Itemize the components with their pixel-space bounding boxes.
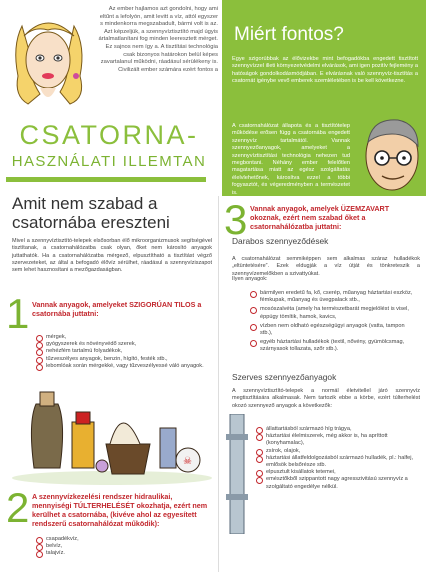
page-title-line2: HASZNÁLATI ILLEMTAN (11, 153, 207, 170)
list-item: háztartási élelmiszerek, még akkor is, ha apríttott (konyhamalac), (256, 433, 420, 447)
list-item: belvíz, (36, 543, 212, 550)
organic-text: A szennyvíztisztító-telepek a normál életvitellel járó szennyvíz megtisztítására alkalmasak. Nem tartozik ebbe a körbe, ezért túlterhelést okozó szennyező anyagok a következők: (232, 388, 420, 409)
list-item: emésztőkből szippantott nagy agresszivitású szennyvíz a szolgáltató engedélye nélkül. (256, 476, 420, 490)
subheading-organic: Szerves szennyezőanyagok (232, 372, 337, 382)
list-item: vízben nem oldható egészségügyi anyagok (vatta, tampon stb.), (250, 323, 416, 337)
left-section-title: Amit nem szabad a csatornába ereszteni (12, 194, 170, 232)
list-1 (36, 334, 212, 370)
panel-paragraph-1: Egye szigorúbbak az élővizekbe mint befogadókba engedett tisztított szennyvízzel illeti környezetvédelmi elvárások, ami igen pozitív fejlemény a hatóságok gondolkodásmódjában. E elvárásnak való szennyvíz-tisztítás a csatornát igénybe vevő emberek szemléletében is be kell következne. (232, 56, 418, 85)
list-item: elpusztult kisállatok tetemei, (256, 469, 420, 476)
list-item: tűzveszélyes anyagok, benzin, hígító, festék stb., (36, 356, 212, 363)
chunks-lead: Ilyen anyagok: (232, 276, 268, 282)
man-portrait-illustration (352, 112, 422, 200)
intro-paragraph: Az ember hajlamos azt gondolni, hogy ami eltűnt a lefolyón, amit levitt a víz, attól egyszer s mindenkorra megszabadult, bármi volt is az. Azt képzeljük, a szennyvíztisztító majd úgyis ártalmatlanítani fog minden leeresztett mérget. Ez sajnos nem így a. A tisztítási technológia csak bizonyos határokon belül képes zavartalanul működni, ráadásul sérülékeny is. Civilizált ember számára ezért fontos a (98, 6, 218, 73)
list-item: háztartási állatfeldolgozásból származó hulladék, pl.: halfej, emlősök belsőrésze stb. (256, 455, 420, 469)
list-item: gyógyszerek és növényvédő szerek, (36, 341, 212, 348)
panel-paragraph-2: A csatornahálózat állapota és a tisztítótelep működése erősen függ a csatornába engedett szennyvíz tartalmától. Vannak szennyezőanyagok, amelyeket a szennyvíztisztítási technológia nehezen tud megbontani. Néhány ember felelőtlen magatartása miatt az egész szolgáltatás élelvlehetőnek, károsítva ezzel a többi fogyasztót, és végeredményben a természetet is. (232, 123, 350, 196)
title-underline (6, 177, 206, 182)
heading-1: Vannak anyagok, amelyeket SZIGORÚAN TILOS a csatornába juttatni: (32, 300, 202, 318)
left-section-intro: Mivel a szennyvíztisztító-telepek elsősorban élő mikroorganizmusok segítségével tisztítanak, a csatornahálózatba csak olyan, őket nem károsító anyagok juttathatók. Ha a csatornahálózatba mérgező, elpusztítható a tisztítást végző szervezeteket, az által a befogadó élővíz sérülhet, ráadásul a szennyvíziszapot sem lehet hasznosítani a mezőgazdaságban. (12, 238, 212, 274)
list-item: csapadékvíz, (36, 536, 212, 543)
list-item: állattartásból származó híg trágya, (256, 426, 420, 433)
list-4 (256, 426, 420, 491)
column-divider (218, 196, 219, 572)
list-item: nehézfém tartalmú folyadékok, (36, 348, 212, 355)
list-2 (36, 536, 212, 558)
list-3 (250, 290, 416, 354)
list-item: zsírok, olajok, (256, 448, 420, 455)
waste-items-illustration (10, 382, 214, 486)
list-item: bármilyen eredetű fa, kő, cserép, műanyag háztartási eszköz, fémkupak, műanyag és üvegpalack stb., (250, 290, 416, 304)
list-item: lebomlóak során mérgekké, vagy tűzveszélyessé váló anyagok. (36, 363, 212, 370)
list-item: talajvíz. (36, 550, 212, 557)
list-item: mosószalvéta (amely ha természetbarát megjelölést is visel, éppúgy tömítik, hamok, kavics, (250, 306, 416, 320)
number-1: 1 (6, 290, 30, 337)
number-3: 3 (224, 196, 248, 243)
list-item: mérgek, (36, 334, 212, 341)
number-2: 2 (6, 484, 30, 531)
page-title-line1: CSATORNA- (19, 120, 199, 150)
drain-pipe-illustration (222, 414, 252, 534)
panel-title: Miért fontos? (234, 24, 344, 45)
woman-portrait-illustration (4, 6, 92, 108)
chunks-text: A csatornahálózat semmiképpen sem alkalmas száraz hulladékok „eltüntetésére”. Ezek eldugják a víz útját és tönkreteszik a szennyvízemelőkben a szivattyúkat. (232, 256, 420, 277)
subheading-chunks: Darabos szennyeződések (232, 236, 329, 246)
heading-3: Vannak anyagok, amelyek ÜZEMZAVART okoznak, ezért nem szabad őket a csatornahálózatba juttatni: (250, 204, 390, 231)
heading-2: A szennyvízkezelési rendszer hidraulikai, mennyiségi TÚLTERHELÉSÉT okozhatja, ezért nem kerülhet a csatornába, (kivéve ahol az egyesített rendszerű csatornahálózat működik): (32, 492, 208, 528)
list-item: egyéb háztartási hulladékok (textil, nővény, gyümölcsmag, szárnyasok tollazata, szőr stb.). (250, 339, 416, 353)
svg-text:☠: ☠ (183, 456, 192, 467)
